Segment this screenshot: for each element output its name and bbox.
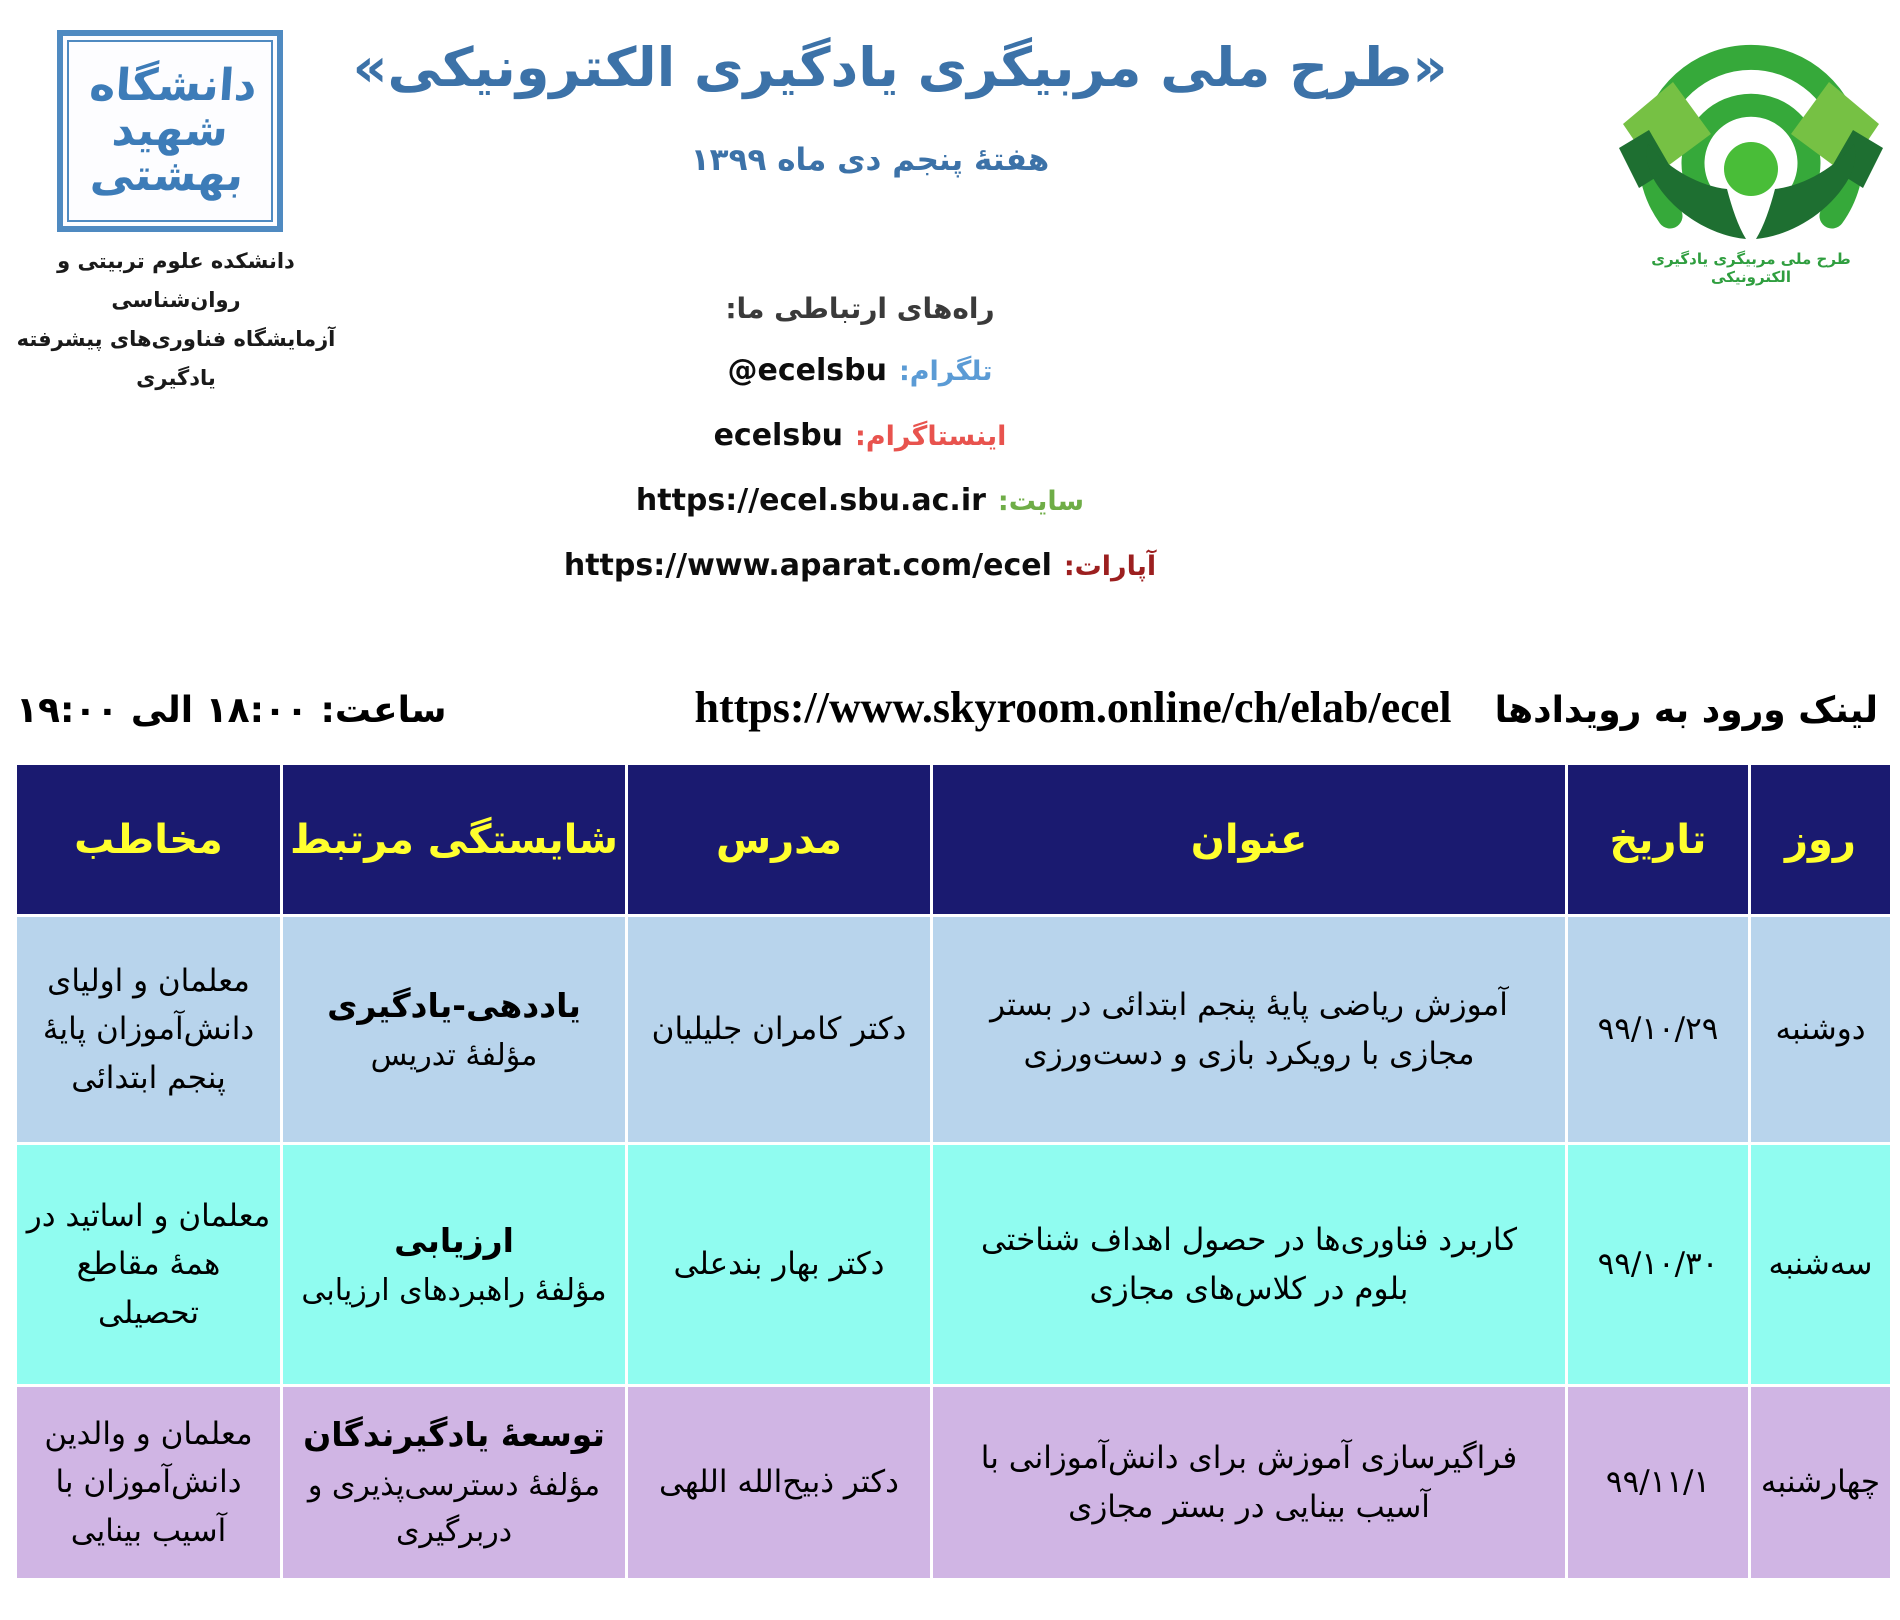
instagram-handle[interactable]: ecelsbu [713, 418, 844, 453]
date-cell: ۹۹/۱۱/۱ [1567, 1386, 1750, 1580]
competency-sub: مؤلفۀ راهبردهای ارزیابی [301, 1272, 607, 1308]
contact-heading: راه‌های ارتباطی ما: [725, 292, 995, 325]
events-link-row [695, 682, 1878, 733]
session-time-text: ساعت: ۱۸:۰۰ الی ۱۹:۰۰ [16, 690, 447, 731]
telegram-handle[interactable]: @ecelsbu [727, 353, 887, 388]
contact-aparat-line [360, 548, 1360, 583]
day-cell: چهارشنبه [1750, 1386, 1892, 1580]
title-cell: آموزش ریاضی پایۀ پنجم ابتدائی در بستر مجازی با رویکرد بازی و دست‌ورزی [932, 916, 1567, 1144]
project-logo-caption: طرح ملی مربیگری یادگیری الکترونیکی [1651, 250, 1851, 286]
contact-instagram-line [360, 418, 1360, 453]
competency-cell [282, 1144, 627, 1386]
header-day: روز [1750, 764, 1892, 916]
title-cell: کاربرد فناوری‌ها در حصول اهداف شناختی بلوم در کلاس‌های مجازی [932, 1144, 1567, 1386]
competency-cell [282, 916, 627, 1144]
header-date: تاریخ [1567, 764, 1750, 916]
competency-sub: مؤلفۀ تدریس [370, 1037, 538, 1073]
aparat-label: آپارات: [1063, 551, 1157, 582]
header-audience: مخاطب [16, 764, 282, 916]
contact-telegram-line [360, 353, 1360, 388]
competency-main: یاددهی-یادگیری [327, 985, 581, 1025]
faculty-line: دانشکده علوم تربیتی و روان‌شناسی [57, 249, 295, 312]
audience-cell: معلمان و اساتید در همۀ مقاطع تحصیلی [16, 1144, 282, 1386]
competency-main: توسعۀ یادگیرندگان [303, 1415, 605, 1455]
faculty-lab-text [8, 242, 344, 397]
contact-site-line [360, 483, 1360, 518]
audience-cell: معلمان و والدین دانش‌آموزان با آسیب بینایی [16, 1386, 282, 1580]
competency-sub: مؤلفۀ دسترسی‌پذیری و دربرگیری [307, 1467, 601, 1550]
elearning-coaching-logo-icon [1615, 8, 1887, 244]
day-cell: سه‌شنبه [1750, 1144, 1892, 1386]
sbu-logo-inner-frame [67, 40, 273, 222]
lab-line: آزمایشگاه فناوری‌های پیشرفته یادگیری [16, 326, 336, 390]
competency-main: ارزیابی [394, 1220, 514, 1260]
instructor-cell: دکتر کامران جلیلیان [627, 916, 932, 1144]
telegram-label: تلگرام: [898, 356, 993, 387]
table-row [16, 1144, 1892, 1386]
competency-cell [282, 1386, 627, 1580]
table-header-row [16, 764, 1892, 916]
contact-block [360, 292, 1360, 613]
sbu-logo-calligraphy: دانشگاه شهید بهشتی [87, 59, 259, 201]
table-row [16, 916, 1892, 1144]
instagram-label: اینستاگرام: [855, 421, 1007, 452]
audience-cell: معلمان و اولیای دانش‌آموزان پایۀ پنجم ابتدائی [16, 916, 282, 1144]
skyroom-url-link[interactable]: https://www.skyroom.online/ch/elab/ecel [694, 683, 1452, 732]
header-title: عنوان [932, 764, 1567, 916]
header-competency: شایستگی مرتبط [282, 764, 627, 916]
schedule-table [14, 762, 1893, 1581]
project-logo [1612, 8, 1890, 286]
day-cell: دوشنبه [1750, 916, 1892, 1144]
site-label: سایت: [997, 486, 1085, 517]
title-cell: فراگیرسازی آموزش برای دانش‌آموزانی با آسیب بینایی در بستر مجازی [932, 1386, 1567, 1580]
table-row [16, 1386, 1892, 1580]
events-link-label: لینک ورود به رویدادها [1494, 690, 1878, 731]
page-title: «طرح ملی مربیگری یادگیری الکترونیکی» [352, 36, 1448, 99]
date-cell: ۹۹/۱۰/۳۰ [1567, 1144, 1750, 1386]
page-subtitle: هفتهٔ پنجم دی ماه ۱۳۹۹ [690, 142, 1050, 178]
date-cell: ۹۹/۱۰/۲۹ [1567, 916, 1750, 1144]
sbu-university-logo [57, 30, 283, 232]
aparat-url-link[interactable]: https://www.aparat.com/ecel [563, 548, 1052, 583]
instructor-cell: دکتر ذبیح‌الله اللهی [627, 1386, 932, 1580]
instructor-cell: دکتر بهار بندعلی [627, 1144, 932, 1386]
site-url-link[interactable]: https://ecel.sbu.ac.ir [635, 483, 986, 518]
header-instructor: مدرس [627, 764, 932, 916]
